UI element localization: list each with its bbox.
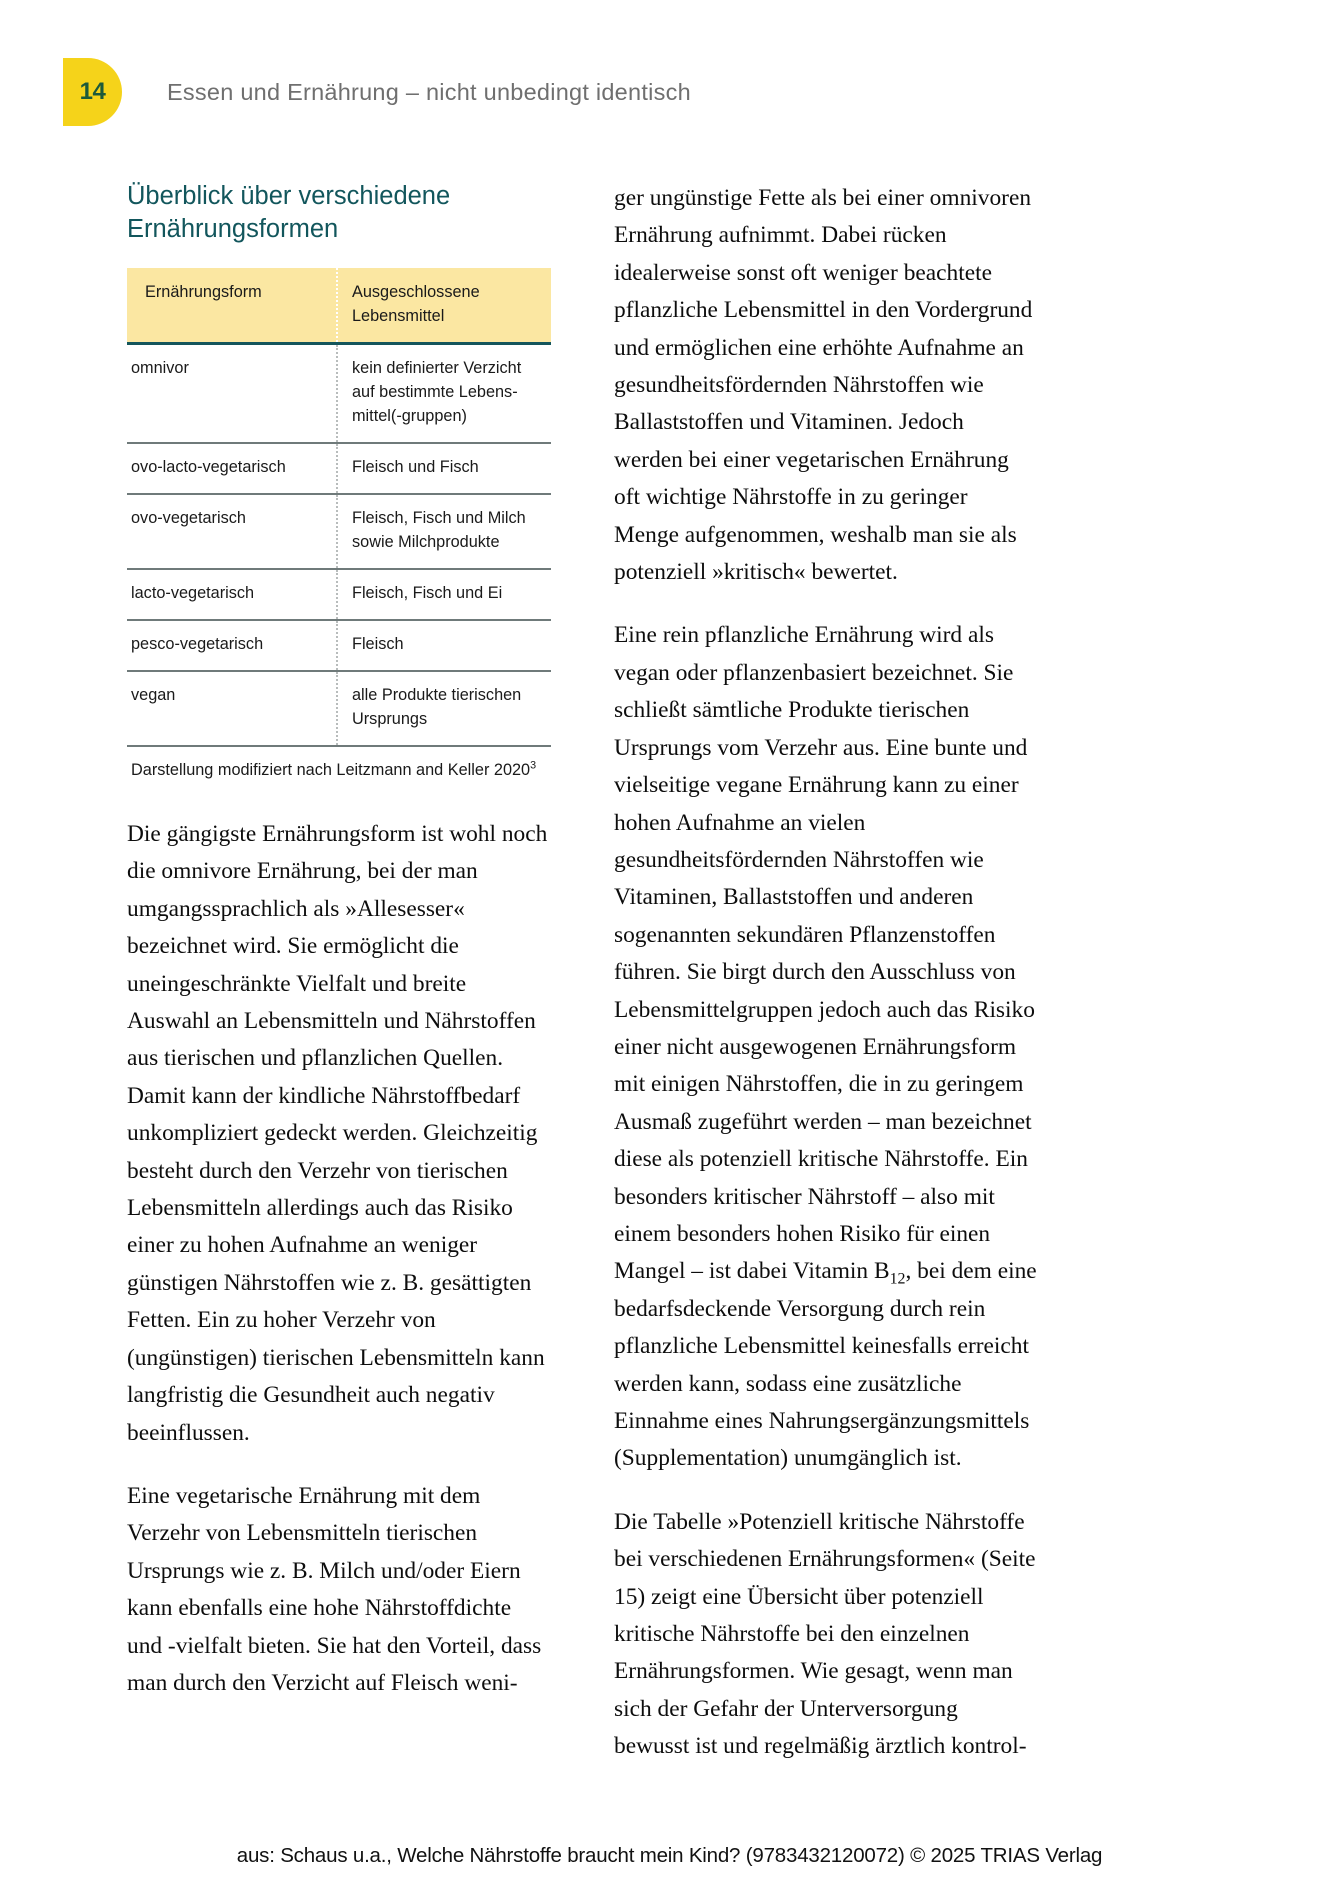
table-cell-form: vegan <box>127 671 337 746</box>
table-cell-form: ovo-vegetarisch <box>127 494 337 569</box>
table-row <box>127 671 551 746</box>
page-number-badge <box>63 58 122 126</box>
table-row <box>127 443 551 494</box>
left-column <box>127 180 551 1792</box>
paragraph-right-1: ger ungünstige Fette als bei einer omnivoren Ernährung aufnimmt. Dabei rücken idealerweise sonst oft weniger beachtete pflanzliche Lebensmittel in den Vordergrund und ermöglichen eine erhöhte Aufnahme an gesundheitsfördernden Nährstoffen wie Ballaststoffen und Vitaminen. Jedoch werden bei einer vegetarischen Ernährung oft wichtige Nährstoffe in zu geringer Menge aufgenommen, weshalb man sie als potenziell »kritisch« bewertet. <box>614 185 1033 586</box>
table-row <box>127 344 551 444</box>
page-footer <box>0 1844 1339 1868</box>
footer-source-line: aus: Schaus u.a., Welche Nährstoffe braucht mein Kind? (9783432120072) © 2025 TRIAS Verlag <box>236 1844 1103 1867</box>
section-heading: Überblick über verschiedene Ernährungsformen <box>127 182 451 243</box>
paragraph-right-3: Die Tabelle »Potenziell kritische Nährstoffe bei verschiedenen Ernährungsformen« (Seite 15) zeigt eine Übersicht über potenziell kritische Nährstoffe bei den einzelnen Ernährungsformen. Wie gesagt, wenn man sich der Gefahr der Unterversorgung bewusst ist und regelmäßig ärztlich kontrol- <box>614 1508 1036 1760</box>
table-header-row <box>127 268 551 344</box>
table-cell-form: pesco-vegetarisch <box>127 620 337 671</box>
running-head <box>63 57 1276 127</box>
table-source-note-superscript: 3 <box>530 759 537 772</box>
table-cell-excluded: Fleisch, Fisch und Milch sowie Milchprodukte <box>337 494 551 569</box>
table-cell-excluded: alle Produkte tierischen Ursprungs <box>337 671 551 746</box>
table-cell-excluded: Fleisch, Fisch und Ei <box>337 569 551 620</box>
table-row <box>127 620 551 671</box>
table-cell-form: omnivor <box>127 344 337 444</box>
paragraph-left-2: Eine vegetarische Ernährung mit dem Verzehr von Lebensmitteln tierischen Ursprungs wie z. B. Milch und/oder Eiern kann ebenfalls eine hohe Nährstoffdichte und -vielfalt bieten. Sie hat den Vorteil, dass man durch den Verzicht auf Fleisch weni- <box>127 1482 542 1696</box>
ernaehrungsformen-table <box>127 268 551 747</box>
page-number: 14 <box>79 78 106 105</box>
table-header-cell-ernaehrungsform: Ernährungsform <box>127 268 337 344</box>
paragraph-left-1: Die gängigste Ernährungsform ist wohl noch die omnivore Ernährung, bei der man umgangssprachlich als »Allesesser« bezeichnet wird. Sie ermöglicht die uneingeschränkte Vielfalt und breite Auswahl an Lebensmitteln und Nährstoffen aus tierischen und pflanzlichen Quellen. Damit kann der kindliche Nährstoffbedarf unkompliziert gedeckt werden. Gleichzeitig besteht durch den Verzehr von tierischen Lebensmitteln allerdings auch das Risiko einer zu hohen Aufnahme an weniger günstigen Nährstoffen wie z. B. gesättigten Fetten. Ein zu hoher Verzehr von (ungünstigen) tierischen Lebensmitteln kann langfristig die Gesundheit auch negativ beeinflussen. <box>127 821 548 1446</box>
table-cell-form: lacto-vegetarisch <box>127 569 337 620</box>
table-source-note <box>131 758 551 782</box>
table-source-note-text: Darstellung modifiziert nach Leitzmann and Keller 2020 <box>131 761 531 779</box>
content-columns <box>127 180 1212 1792</box>
right-column <box>614 180 1038 1792</box>
table-row <box>127 569 551 620</box>
table-cell-excluded: Fleisch und Fisch <box>337 443 551 494</box>
table-cell-form: ovo-lacto-vegetarisch <box>127 443 337 494</box>
table-header-cell-ausgeschlossene-lebensmittel: Ausgeschlossene Lebensmittel <box>337 268 551 344</box>
running-head-title: Essen und Ernährung – nicht unbedingt identisch <box>167 78 691 105</box>
table-row <box>127 494 551 569</box>
table-cell-excluded: kein definierter Verzicht auf bestimmte Lebens-mittel(-gruppen) <box>337 344 551 444</box>
paragraph-right-2: Eine rein pflanzliche Ernährung wird als vegan oder pflanzenbasiert bezeichnet. Sie schließt sämtliche Produkte tierischen Ursprungs vom Verzehr aus. Eine bunte und vielseitige vegane Ernährung kann zu einer hohen Aufnahme an vielen gesundheitsfördernden Nährstoffen wie Vitaminen, Ballaststoffen und anderen sogenannten sekundären Pflanzenstoffen führen. Sie birgt durch den Ausschluss von Lebensmittelgruppen jedoch auch das Risiko einer nicht ausgewogenen Ernährungsform mit einigen Nährstoffen, die in zu geringem Ausmaß zugeführt werden – man bezeichnet diese als potenziell kritische Nährstoffe. Ein besonders kritischer Nährstoff – also mit einem besonders hohen Risiko für einen Mangel – ist dabei Vitamin $B_{12}$, bei dem eine bedarfsdeckende Versorgung durch rein pflanzliche Lebensmittel keinesfalls erreicht werden kann, sodass eine zusätzliche Einnahme eines Nahrungsergänzungsmittels (Supplementation) unumgänglich ist. <box>614 622 1037 1472</box>
table-cell-excluded: Fleisch <box>337 620 551 671</box>
